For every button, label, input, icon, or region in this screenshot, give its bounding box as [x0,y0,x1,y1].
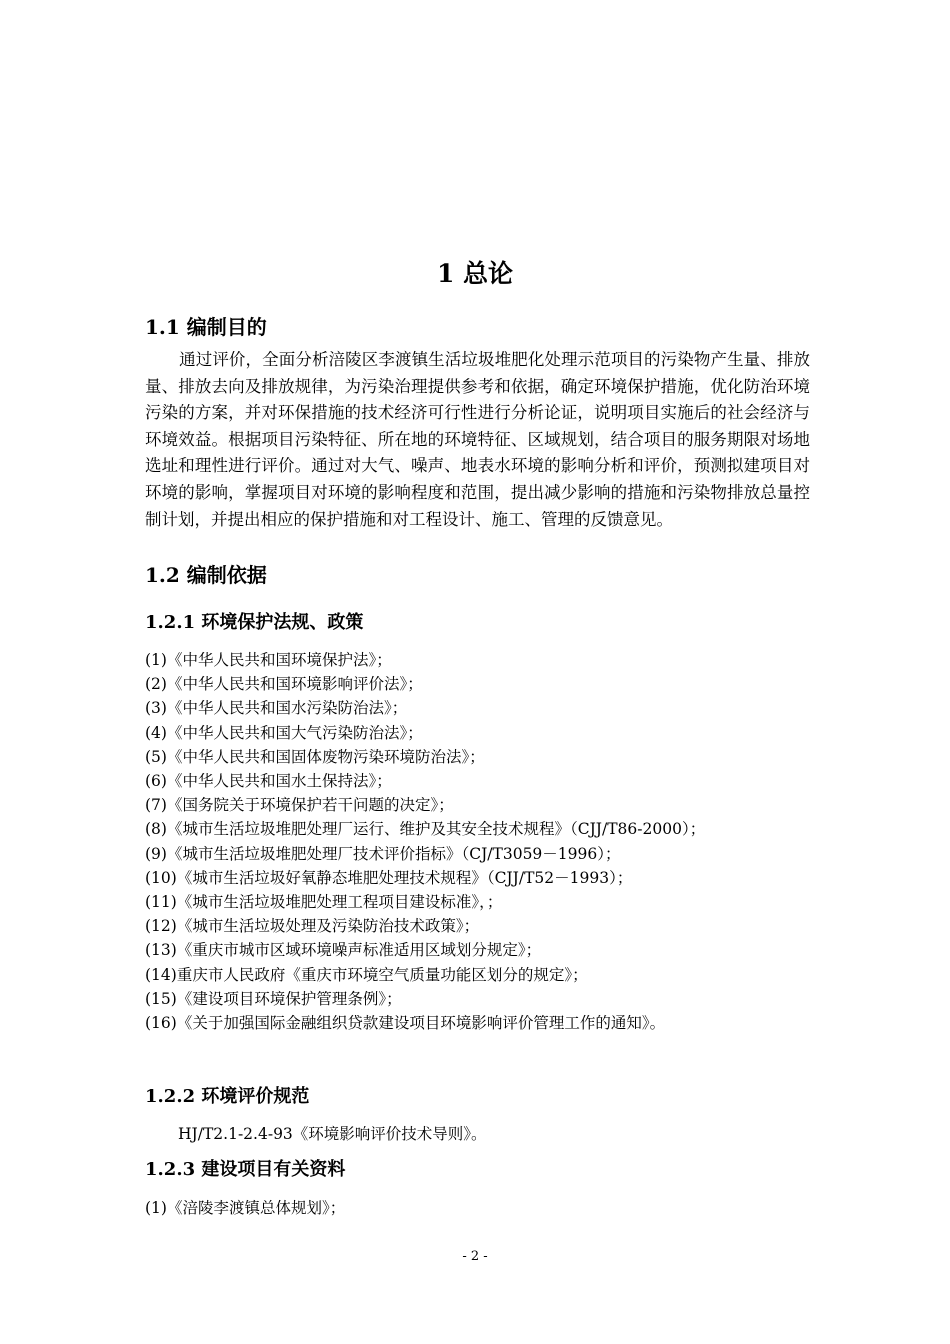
purpose-paragraph [145,347,810,533]
list-item: (14)重庆市人民政府《重庆市环境空气质量功能区划分的规定》； [145,965,588,984]
section-heading-1-1: 1.1 编制目的 [145,315,267,339]
list-item: (7)《国务院关于环境保护若干问题的决定》； [145,796,454,815]
regulations-list [145,648,810,1035]
list-item: (4)《中华人民共和国大气污染防治法》； [145,723,423,742]
list-item: (16)《关于加强国际金融组织贷款建设项目环境影响评价管理工作的通知》。 [145,1014,666,1033]
page-number: - 2 - [462,1249,488,1264]
list-item: (13)《重庆市城市区域环境噪声标准适用区域划分规定》； [145,941,542,960]
list-item: (12)《城市生活垃圾处理及污染防治技术政策》； [145,917,480,936]
list-item: (3)《中华人民共和国水污染防治法》； [145,699,408,718]
list-item: (6)《中华人民共和国水土保持法》； [145,772,392,791]
list-item: (9)《城市生活垃圾堆肥处理厂技术评价指标》（CJ/T3059－1996）； [145,844,621,863]
purpose-paragraph-text: 通过评价，全面分析涪陵区李渡镇生活垃圾堆肥化处理示范项目的污染物产生量、排放量、排放去向及排放规律，为污染治理提供参考和依据，确定环境保护措施，优化防治环境污染的方案，并对环保措施的技术经济可行性进行分析论证，说明项目实施后的社会经济与环境效益。根据项目污染特征、所在地的环境特征、区域规划，结合项目的服务期限对场地选址和理性进行评价。通过对大气、噪声、地表水环境的影响分析和评价，预测拟建项目对环境的影响，掌握项目对环境的影响程度和范围，提出减少影响的措施和污染物排放总量控制计划，并提出相应的保护措施和对工程设计、施工、管理的反馈意见。 [145,350,810,529]
list-item: (8)《城市生活垃圾堆肥处理厂运行、维护及其安全技术规程》（CJJ/T86-2000）； [145,820,706,839]
list-item: (1)《中华人民共和国环境保护法》； [145,651,392,669]
subsection-heading-1-2-3: 1.2.3 建设项目有关资料 [145,1159,346,1180]
chapter-title: 1 总论 [436,259,514,288]
list-item: (2)《中华人民共和国环境影响评价法》； [145,675,423,694]
subsection-heading-1-2-1: 1.2.1 环境保护法规、政策 [145,612,364,633]
project-documents-list [145,1196,345,1220]
list-item: (1)《涪陵李渡镇总体规划》； [145,1199,346,1217]
list-item: (11)《城市生活垃圾堆肥处理工程项目建设标准》，； [145,893,503,912]
subsection-heading-1-2-2: 1.2.2 环境评价规范 [145,1086,310,1107]
list-item: (10)《城市生活垃圾好氧静态堆肥处理技术规程》（CJJ/T52－1993）； [145,868,633,887]
section-heading-1-2: 1.2 编制依据 [145,563,267,587]
list-item: (5)《中华人民共和国固体废物污染环境防治法》； [145,747,485,766]
list-item: (15)《建设项目环境保护管理条例》； [145,989,402,1008]
standard-reference: HJ/T2.1-2.4-93《环境影响评价技术导则》。 [178,1125,487,1143]
